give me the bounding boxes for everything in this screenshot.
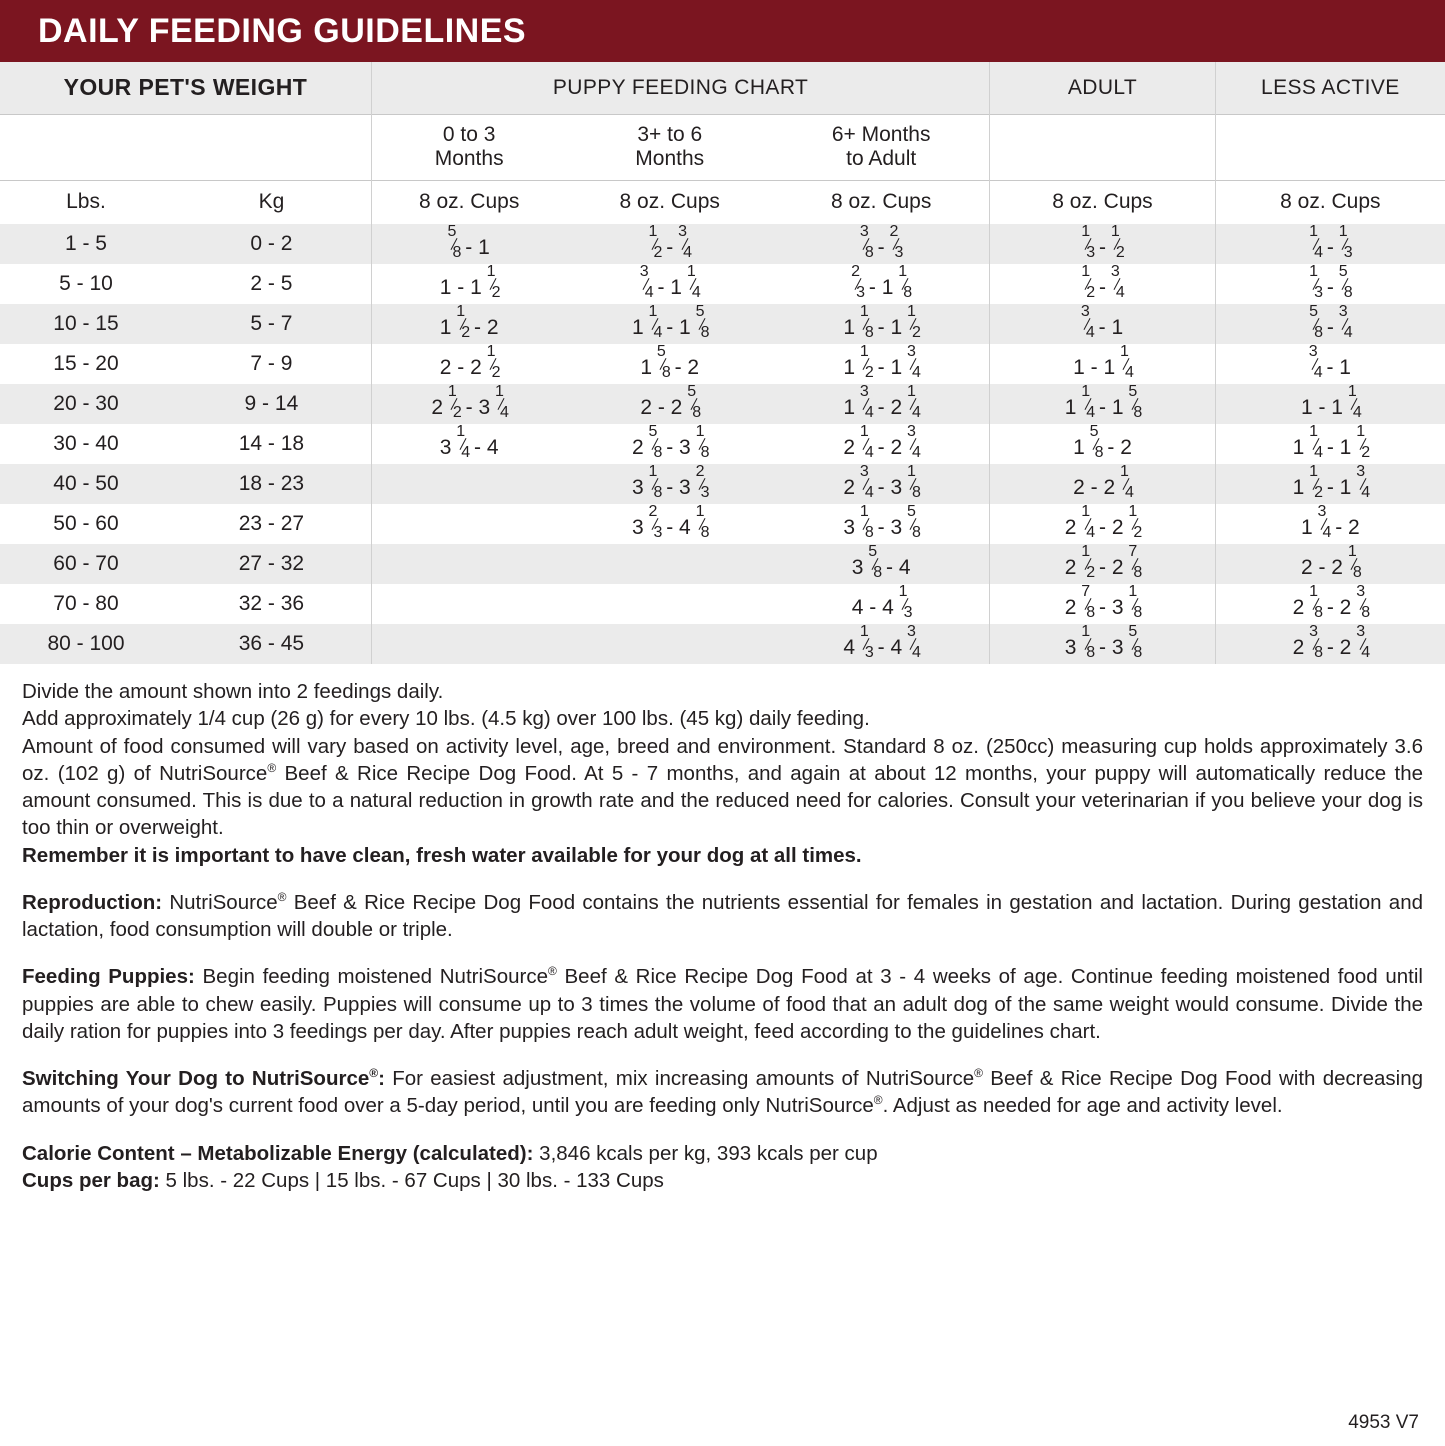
cell-less: 1 1 4 - 1 1 2 (1292, 423, 1371, 461)
cell-lbs: 40 - 50 (53, 472, 119, 495)
feeding-chart-table (0, 62, 1445, 664)
cell-less: 3 4 - 1 (1308, 343, 1351, 381)
cell-p03: 1 - 1 1 2 (371, 264, 566, 304)
cell-p6a: 1 1 8 - 1 1 2 (773, 304, 990, 344)
note-switching-label-a: Switching Your Dog to NutriSource (22, 1067, 370, 1090)
cell-adult: 1 5 8 - 2 (990, 424, 1215, 464)
cell-lbs: 30 - 40 (53, 432, 119, 455)
header-less-active: LESS ACTIVE (1261, 75, 1400, 99)
subheader-puppy-3-6-line1: 3+ to 6 (637, 122, 703, 146)
table-body (0, 224, 1445, 664)
cell-p36: 3 2 3 - 4 1 8 (631, 503, 710, 541)
cell-adult: 1 2 - 3 4 (990, 264, 1215, 304)
cell-adult: 1 1 4 - 1 5 8 (990, 384, 1215, 424)
note-reproduction-label: Reproduction: (22, 890, 163, 914)
footer-code: 4953 V7 (1348, 1412, 1419, 1433)
cell-lbs: 15 - 20 (53, 352, 119, 375)
table-unit-header-row (0, 180, 1445, 224)
subheader-less-active-blank (1215, 114, 1445, 180)
cell-p36: 1 1 4 - 1 5 8 (631, 303, 710, 341)
cell-adult: 3 1 8 - 3 5 8 (990, 624, 1215, 664)
registered-mark-icon: ® (974, 1066, 983, 1081)
cell-less: 1 3 4 - 2 (1300, 503, 1360, 541)
unit-cups-less-active: 8 oz. Cups (1215, 180, 1445, 224)
note-calorie-content (22, 1140, 1423, 1167)
cell-kg: 18 - 23 (238, 472, 305, 495)
note-switching-b: Beef & Rice Recipe Dog Food with decreasing amounts of your dog's current food over a 5-day period, until you are feeding only NutriSource (22, 1067, 1423, 1118)
unit-cups-adult: 8 oz. Cups (990, 180, 1215, 224)
cell-p6a: 2 1 4 - 2 3 4 (773, 424, 990, 464)
subheader-puppy-0-3-line1: 0 to 3 (442, 122, 496, 146)
cell-kg: 14 - 18 (238, 432, 305, 455)
registered-mark-icon: ® (369, 1066, 379, 1081)
cell-lbs: 50 - 60 (53, 512, 119, 535)
table-row (0, 624, 1445, 664)
page-header (0, 0, 1445, 62)
unit-cups-puppy-0-3: 8 oz. Cups (371, 180, 566, 224)
cell-p36: 2 - 2 5 8 (640, 383, 702, 421)
unit-kg: Kg (172, 180, 371, 224)
note-switching (22, 1065, 1423, 1120)
note-divide: Divide the amount shown into 2 feedings daily. (22, 680, 444, 703)
note-cups-value: 5 lbs. - 22 Cups | 15 lbs. - 67 Cups | 30 lbs. - 133 Cups (159, 1168, 664, 1192)
cell-lbs: 80 - 100 (47, 632, 125, 655)
cell-p36: 1 5 8 - 2 (640, 343, 700, 381)
cell-kg: 2 - 5 (250, 272, 293, 295)
cell-lbs: 1 - 5 (64, 232, 107, 255)
cell-less: 2 - 2 1 8 (1300, 543, 1362, 581)
unit-cups-puppy-3-6: 8 oz. Cups (566, 180, 773, 224)
cell-p36: 3 1 8 - 3 2 3 (631, 463, 710, 501)
subheader-puppy-3-6-line2: Months (635, 147, 705, 170)
cell-p03: 2 - 2 1 2 (371, 344, 566, 384)
cell-kg: 9 - 14 (244, 392, 299, 415)
note-reproduction-b: Beef & Rice Recipe Dog Food contains the nutrients essential for females in gestation and lactation. During gestation and lactation, food consumption will double or triple. (22, 890, 1423, 941)
table-row (0, 224, 1445, 264)
cell-p6a: 2 3 4 - 3 1 8 (773, 464, 990, 504)
note-add-approx: Add approximately 1/4 cup (26 g) for every 10 lbs. (4.5 kg) over 100 lbs. (45 kg) daily feeding. (22, 707, 870, 731)
cell-p36 (566, 624, 773, 664)
cell-less: 1 4 - 1 3 (1309, 223, 1353, 261)
cell-less: 5 8 - 3 4 (1309, 303, 1353, 341)
table-row (0, 584, 1445, 624)
note-calorie-label: Calorie Content – Metabolizable Energy (calculated): (22, 1141, 534, 1165)
subheader-adult-blank (990, 114, 1215, 180)
feeding-notes (0, 664, 1445, 1194)
note-reproduction (22, 889, 1423, 944)
note-remember-water: Remember it is important to have clean, fresh water available for your dog at all times. (22, 843, 862, 867)
subheader-puppy-6-adult-line1: 6+ Months (831, 122, 931, 146)
table-row (0, 344, 1445, 384)
table-group-header-row (0, 62, 1445, 114)
cell-adult: 1 - 1 1 4 (990, 344, 1215, 384)
cell-kg: 32 - 36 (238, 592, 305, 615)
cell-kg: 5 - 7 (250, 312, 293, 335)
cell-adult: 2 7 8 - 3 1 8 (990, 584, 1215, 624)
cell-kg: 36 - 45 (238, 632, 305, 655)
cell-p03: 3 1 4 - 4 (371, 424, 566, 464)
note-amount-varies-b: Beef & Rice Recipe Dog Food. At 5 - 7 months, and again at about 12 months, your puppy will automatically reduce the amount consumed. This is due to a natural reduction in growth rate and the reduced need for calories. Consult your veterinarian if you believe your dog is too thin or overweight. (22, 761, 1423, 840)
cell-less: 1 1 2 - 1 3 4 (1292, 463, 1371, 501)
table-row (0, 464, 1445, 504)
cell-kg: 23 - 27 (238, 512, 305, 535)
registered-mark-icon: ® (873, 1093, 883, 1108)
cell-p6a: 1 1 2 - 1 3 4 (773, 344, 990, 384)
registered-mark-icon: ® (267, 760, 277, 775)
subheader-lbs-blank (0, 114, 172, 180)
cell-less: 2 1 8 - 2 3 8 (1292, 583, 1371, 621)
cell-less: 1 - 1 1 4 (1300, 383, 1362, 421)
cell-p6a: 3 5 8 - 4 (773, 544, 990, 584)
cell-adult: 2 1 4 - 2 1 2 (990, 504, 1215, 544)
cell-p03 (371, 504, 566, 544)
header-adult: ADULT (990, 62, 1215, 114)
cell-adult: 3 4 - 1 (990, 304, 1215, 344)
note-switching-label-b: : (378, 1067, 385, 1090)
cell-p6a: 1 3 4 - 2 1 4 (773, 384, 990, 424)
table-row (0, 384, 1445, 424)
cell-lbs: 20 - 30 (53, 392, 119, 415)
note-calorie-value: 3,846 kcals per kg, 393 kcals per cup (533, 1141, 878, 1165)
unit-cups-puppy-6-adult: 8 oz. Cups (773, 180, 990, 224)
cell-less: 2 3 8 - 2 3 4 (1292, 623, 1371, 661)
note-amount-varies-a: Amount of food consumed will vary based on activity level, age, breed and environment. Standard 8 oz. (250cc) measuring cup holds approximately 3.6 oz. (102 g) of NutriSource (22, 734, 1423, 785)
subheader-puppy-6-adult-line2: to Adult (846, 147, 917, 170)
table-subheader-row (0, 114, 1445, 180)
table-row (0, 504, 1445, 544)
subheader-puppy-6-adult (773, 114, 990, 180)
subheader-puppy-0-3 (371, 114, 566, 180)
subheader-kg-blank (172, 114, 371, 180)
table-row (0, 544, 1445, 584)
header-puppy-chart: PUPPY FEEDING CHART (371, 62, 989, 114)
cell-p36 (566, 544, 773, 584)
unit-lbs: Lbs. (0, 180, 172, 224)
header-pet-weight: YOUR PET'S WEIGHT (63, 74, 308, 101)
note-switching-c: . Adjust as needed for age and activity level. (882, 1094, 1283, 1118)
cell-p03: 5 8 - 1 (371, 224, 566, 264)
cell-p03: 2 1 2 - 3 1 4 (371, 384, 566, 424)
cell-p36: 3 4 - 1 1 4 (639, 263, 701, 301)
cell-less: 1 3 - 5 8 (1309, 263, 1353, 301)
cell-p03 (371, 544, 566, 584)
cell-p03 (371, 464, 566, 504)
table-row (0, 264, 1445, 304)
note-cups-label: Cups per bag: (22, 1168, 160, 1192)
cell-p03 (371, 624, 566, 664)
cell-adult: 2 1 2 - 2 7 8 (990, 544, 1215, 584)
table-row (0, 424, 1445, 464)
cell-p36: 2 5 8 - 3 1 8 (631, 423, 710, 461)
cell-p36: 1 2 - 3 4 (648, 223, 692, 261)
registered-mark-icon: ® (277, 889, 287, 904)
page-title: DAILY FEEDING GUIDELINES (38, 11, 527, 50)
cell-p03 (371, 584, 566, 624)
cell-kg: 7 - 9 (250, 352, 293, 375)
table-row (0, 304, 1445, 344)
cell-p6a: 4 1 3 - 4 3 4 (773, 624, 990, 664)
cell-p6a: 4 - 4 1 3 (773, 584, 990, 624)
cell-p03: 1 1 2 - 2 (371, 304, 566, 344)
cell-lbs: 10 - 15 (53, 312, 119, 335)
note-amount-varies (22, 733, 1423, 842)
note-feeding-puppies (22, 963, 1423, 1045)
note-feeding-puppies-label: Feeding Puppies: (22, 965, 195, 989)
cell-kg: 0 - 2 (250, 232, 293, 255)
note-feeding-puppies-b: Beef & Rice Recipe Dog Food at 3 - 4 weeks of age. Continue feeding moistened food until puppies are able to chew easily. Puppies will consume up to 3 times the volume of food that an adult dog of the same weight would consume. Divide the daily ration for puppies into 3 feedings per day. After puppies reach adult weight, feed according to the guidelines chart. (22, 965, 1423, 1043)
note-cups-per-bag (22, 1167, 1423, 1194)
registered-mark-icon: ® (547, 964, 557, 979)
cell-adult: 1 3 - 1 2 (990, 224, 1215, 264)
note-feeding-puppies-a: Begin feeding moistened NutriSource (194, 965, 548, 989)
note-reproduction-a: NutriSource (162, 890, 278, 914)
cell-p6a: 3 8 - 2 3 (773, 224, 990, 264)
cell-adult: 2 - 2 1 4 (990, 464, 1215, 504)
cell-p36 (566, 584, 773, 624)
cell-lbs: 5 - 10 (59, 272, 113, 295)
subheader-puppy-3-6 (566, 114, 773, 180)
cell-lbs: 60 - 70 (53, 552, 119, 575)
subheader-puppy-0-3-line2: Months (434, 147, 504, 170)
cell-kg: 27 - 32 (238, 552, 305, 575)
cell-p6a: 2 3 - 1 1 8 (773, 264, 990, 304)
cell-p6a: 3 1 8 - 3 5 8 (773, 504, 990, 544)
note-switching-a: For easiest adjustment, mix increasing amounts of NutriSource (384, 1067, 975, 1090)
cell-lbs: 70 - 80 (53, 592, 119, 615)
